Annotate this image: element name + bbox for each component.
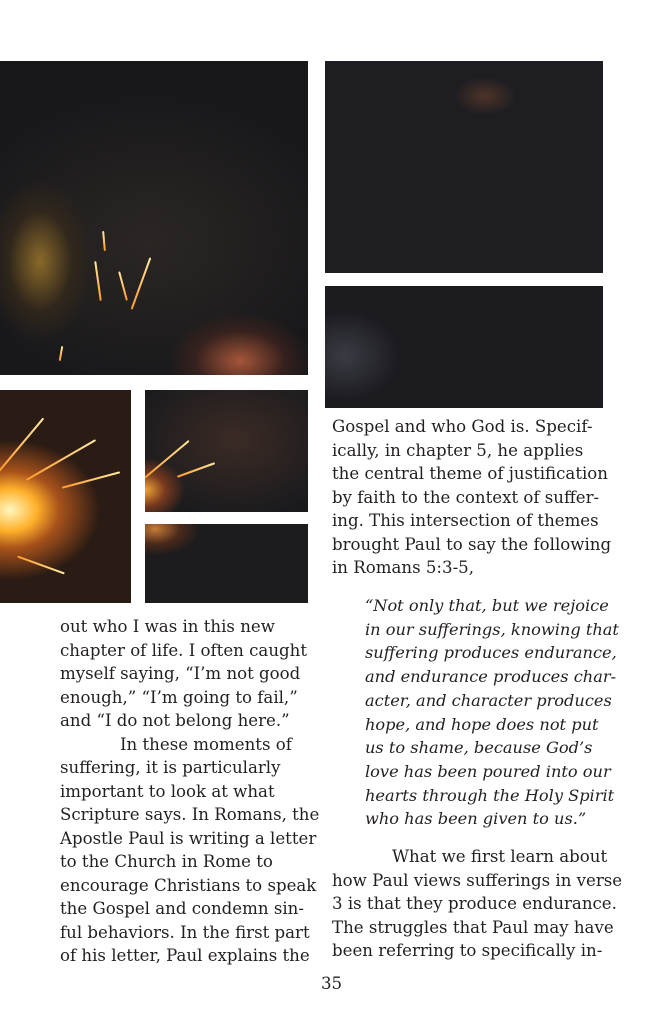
dark-photo-top-right bbox=[325, 61, 603, 273]
sparks-photo-bottom-left bbox=[0, 390, 131, 603]
right-column-text-bottom bbox=[332, 845, 622, 963]
spark bbox=[62, 471, 120, 488]
text-line: chapter of life. I often caught bbox=[60, 640, 307, 660]
spark bbox=[17, 556, 65, 575]
quote-line: suffering produces endurance, bbox=[365, 643, 617, 663]
text-line: been referring to specifically in- bbox=[332, 941, 603, 960]
text-line: the central theme of justification bbox=[332, 464, 608, 483]
quote-line: acter, and character produces bbox=[365, 690, 612, 710]
spark bbox=[59, 346, 64, 361]
spark bbox=[131, 257, 152, 309]
text-line: important to look at what bbox=[60, 781, 275, 801]
welding-photo-top-left bbox=[0, 61, 308, 375]
text-line: myself saying, “I’m not good bbox=[60, 664, 301, 683]
spark bbox=[102, 231, 106, 251]
text-line: The struggles that Paul may have bbox=[332, 917, 614, 937]
quote-line: love has been poured into our bbox=[365, 761, 611, 781]
text-line: brought Paul to say the following bbox=[332, 534, 612, 554]
text-line: What we first learn about bbox=[392, 847, 608, 866]
text-line: Scripture says. In Romans, the bbox=[60, 805, 320, 824]
quote-line: who has been given to us.” bbox=[365, 809, 587, 829]
scripture-quote bbox=[365, 594, 619, 831]
spark bbox=[94, 261, 102, 301]
dark-photo-mid-right bbox=[325, 286, 603, 408]
text-line: the Gospel and condemn sin- bbox=[60, 899, 304, 918]
text-line: ful behaviors. In the first part bbox=[60, 922, 310, 942]
text-line: ing. This intersection of themes bbox=[332, 511, 599, 530]
sparks-photo-bottom-mid bbox=[145, 390, 308, 512]
page-number: 35 bbox=[320, 974, 343, 993]
sparks-photo-bottom-small bbox=[145, 524, 308, 603]
text-line: suffering, it is particularly bbox=[60, 758, 281, 777]
quote-line: us to shame, because God’s bbox=[365, 738, 593, 758]
text-line: Apostle Paul is writing a letter bbox=[60, 828, 317, 848]
text-line: by faith to the context of suffer- bbox=[332, 487, 600, 507]
text-line: how Paul views sufferings in verse bbox=[332, 870, 623, 890]
quote-line: “Not only that, but we rejoice bbox=[365, 596, 609, 615]
spark bbox=[26, 439, 96, 481]
text-line: in Romans 5:3-5, bbox=[332, 558, 475, 577]
spark bbox=[177, 462, 215, 478]
text-line: 3 is that they produce endurance. bbox=[332, 894, 617, 913]
quote-line: and endurance produces char- bbox=[365, 667, 617, 687]
spark bbox=[118, 271, 128, 300]
text-line: out who I was in this new bbox=[60, 617, 275, 636]
text-line: In these moments of bbox=[120, 734, 292, 754]
text-line: to the Church in Rome to bbox=[60, 852, 273, 871]
right-column-text-top bbox=[332, 415, 611, 580]
text-line: of his letter, Paul explains the bbox=[60, 946, 310, 965]
spark bbox=[0, 418, 44, 473]
text-line: Gospel and who God is. Specif- bbox=[332, 417, 593, 436]
text-line: enough,” “I’m going to fail,” bbox=[60, 687, 298, 707]
quote-line: hearts through the Holy Spirit bbox=[365, 785, 615, 805]
text-line: ically, in chapter 5, he applies bbox=[332, 440, 584, 460]
text-line: and “I do not belong here.” bbox=[60, 711, 290, 730]
left-column-text bbox=[60, 615, 319, 968]
quote-line: in our sufferings, knowing that bbox=[365, 619, 619, 639]
quote-line: hope, and hope does not put bbox=[365, 714, 599, 734]
text-line: encourage Christians to speak bbox=[60, 875, 317, 895]
